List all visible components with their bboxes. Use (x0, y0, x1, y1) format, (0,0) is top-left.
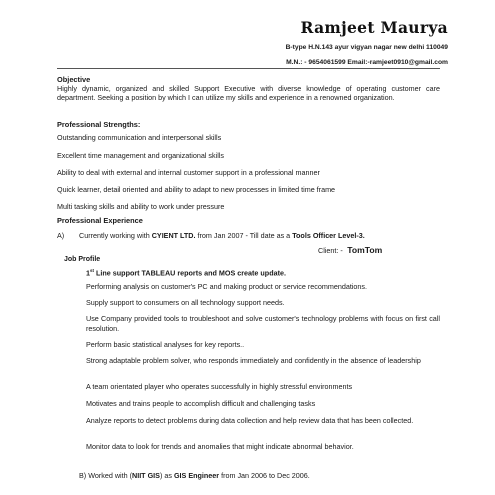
strength-item: Ability to deal with external and internal customer support in a professional manner (57, 168, 320, 177)
client-label: Client: - (318, 246, 343, 255)
experience-a-line (79, 231, 365, 240)
job-duty-item: Use Company provided tools to troubleshoot and solve customer's technology problems with focus on first call resolution. (86, 314, 440, 333)
header-divider (57, 68, 440, 69)
job-duty-item: Analyze reports to detect problems during data collection and help review data that has been collected. (86, 416, 414, 425)
client-line (318, 240, 382, 258)
job-duty-item: Strong adaptable problem solver, who responds immediately and confidently in the absence of leadership (86, 356, 421, 365)
job-duty-item: Performing analysis on customer's PC and making product or service recommendations. (86, 282, 368, 291)
experience-a-prefix: Currently working with (79, 231, 152, 240)
strengths-heading: Professional Strengths: (57, 120, 141, 129)
job-duty-item: Motivates and trains people to accomplish difficult and challenging tasks (86, 399, 316, 408)
strength-item: Excellent time management and organizational skills (57, 151, 224, 160)
experience-a-role: Tools Officer Level-3. (292, 231, 365, 240)
job-title-sup: st (90, 268, 95, 273)
experience-a-company: CYIENT LTD. (151, 231, 196, 240)
candidate-name: Ramjeet Maurya (300, 18, 448, 37)
job-title-num: 1 (86, 268, 90, 278)
objective-heading: Objective (57, 75, 91, 84)
job-profile-heading: Job Profile (64, 256, 101, 263)
job-title-rest: Line support TABLEAU reports and MOS create update. (94, 268, 286, 278)
job-duty-item: A team orientated player who operates successfully in highly stressful environments (86, 382, 353, 391)
experience-b-marker: B) (79, 471, 87, 480)
address-line: B-type H.N.143 ayur vigyan nagar new delhi 110049 (285, 44, 448, 51)
job-duty-item: Monitor data to look for trends and anomalies that might indicate abnormal behavior. (86, 442, 354, 451)
experience-b-middle: ) as (159, 471, 174, 480)
experience-b-company: NIIT GIS (132, 471, 160, 480)
experience-b-suffix: from Jan 2006 to Dec 2006. (219, 471, 310, 480)
strength-item: Multi tasking skills and ability to work under pressure (57, 202, 225, 211)
strength-item: Quick learner, detail oriented and ability to adapt to new processes in limited time frame (57, 185, 336, 194)
objective-text: Highly dynamic, organized and skilled Support Executive with diverse knowledge of operating customer care department. Seeking a position by which I can utilize my skills and experience in a renowned organization. (57, 84, 440, 102)
experience-a-marker: A) (57, 231, 65, 240)
job-duty-item: Perform basic statistical analyses for key reports.. (86, 340, 245, 349)
job-duty-item: Supply support to consumers on all technology support needs. (86, 298, 285, 307)
experience-heading: Professional Experience (57, 216, 143, 225)
experience-b-line (79, 471, 310, 480)
job-profile-title (86, 268, 286, 277)
experience-b-prefix: Worked with ( (88, 471, 132, 480)
experience-b-role: GIS Engineer (173, 471, 220, 480)
client-name: TomTom (347, 245, 383, 255)
experience-a-middle: from Jan 2007 - Till date as a (195, 231, 293, 240)
strength-item: Outstanding communication and interpersonal skills (57, 133, 222, 142)
contact-line: M.N.: - 9654061599 Email:-ramjeet0910@gmail.com (286, 59, 448, 66)
